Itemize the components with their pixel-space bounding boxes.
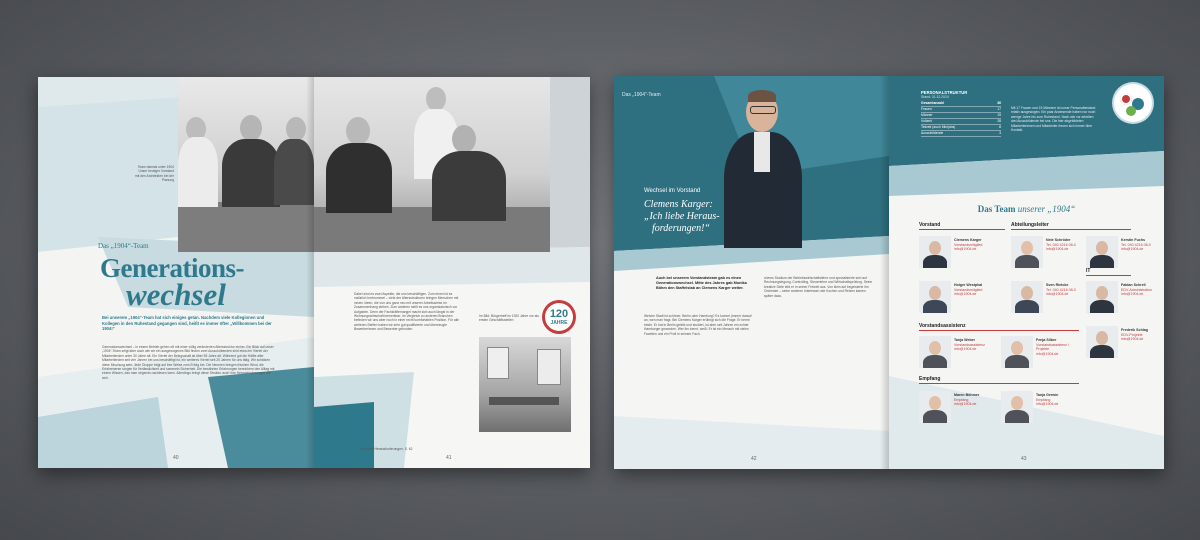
member-detail: EDV-Projekte (1121, 332, 1143, 337)
avatar (1086, 326, 1118, 358)
team-member-card (1086, 326, 1161, 362)
section-rule (919, 383, 1079, 384)
table-row (921, 131, 1001, 137)
table-subtitle: Stand: 31.12.2024 (921, 95, 949, 99)
member-email[interactable]: info@1904.de (1036, 402, 1059, 407)
member-detail: EDV-Administration (1121, 287, 1153, 292)
member-name: Tanja Gerwin (1036, 393, 1059, 397)
personal-table (921, 90, 1001, 137)
avatar (919, 336, 951, 368)
clemens-portrait (724, 88, 804, 248)
avatar (919, 281, 951, 313)
avatar (1011, 236, 1043, 268)
title-line1: Clemens Karger: (644, 199, 713, 210)
section-vorstand: Vorstand (919, 222, 941, 228)
member-detail: Vorstandsmitglied (954, 287, 983, 292)
section-rule (919, 229, 1005, 230)
table-cell-value: 17 (997, 107, 1001, 111)
section-abteilungsleiter: Abteilungsleiter (1011, 222, 1049, 228)
team-member-card (1001, 336, 1076, 372)
team-member-card (1011, 281, 1086, 317)
subhead: Wechsel im Vorstand (644, 188, 701, 194)
member-email[interactable]: info@1904.de (954, 292, 977, 297)
section-vorstandsassistenz: Vorstandsassistenz (919, 323, 966, 329)
interior-caption: Im Bild: Bürgertreff im 1920 Jahre vor als ersten Geschäftsstellen (479, 314, 539, 323)
section-rule (1086, 275, 1131, 276)
member-name: Nele Schröder (1046, 238, 1071, 242)
table-cell-label: Gesamtanzahl (921, 101, 944, 105)
member-email[interactable]: info@1904.de (1121, 292, 1144, 297)
page-number: 40 (173, 455, 179, 461)
member-detail: Tel. 040 4216 08-0 (1121, 242, 1151, 247)
member-name: Sven Rietcke (1046, 283, 1069, 287)
avatar (1011, 281, 1043, 313)
member-name: Holger Westphal (954, 283, 983, 287)
magazine-spread-1 (38, 77, 590, 468)
headline-line1: Generations- (100, 253, 244, 283)
team-title (889, 204, 1164, 214)
team-title-italic: unserer „1904“ (1017, 204, 1076, 214)
anniversary-badge (542, 300, 576, 334)
body-text: Generationswechsel – in einem Betrieb gehen oft mit einer völlig veränderten Altersstruktur einher. Ein Blick auf unser „1904“-Team zeigt aber auch wie wir ein ausgewogenes Bild finden zwei Ausschüttenden sind etwa ein Viertel der Mitarbeitenden unter 30 Jahre alt. Ein Viertel der Belegschaft ist über 55 Jahre alt. Während gut die Hälfte aller Mitarbeitenden seit vier Jahren bei uns beschäftigt ist, ein weiteres Viertel seit 25 Jahren für uns tätig. Wir schätzen diese Mischung sehr. Jede Gruppe trägt auf ihre Weise zum Erfolg bei. Die Neueren bringen frischen Wind, die Erfahreneren sorgen für Verlässlichkeit und sammeln Sicherheit. Die bewährten Erfahrungen bereichern den Alltag mit einem Wissen, das man nirgends nachlesen kann. Allerdings bringt diese Struktur auch ihre Herausforderungen mit sich. (102, 345, 275, 380)
team-member-card (919, 391, 994, 427)
member-email[interactable]: info@1904.de (1046, 292, 1069, 297)
lead-text: Auch bei unserem Vorstandsteam gab es einen Generationswechsel. Mitte des Jahres gab Monika Böhm den Staffelstab an Clemens Karger weiter. (656, 276, 747, 290)
table-cell-label: Auszubildende (921, 131, 944, 135)
avatar (1001, 391, 1033, 423)
page-40 (38, 77, 314, 468)
badge-number: 120 (549, 308, 569, 320)
title-line3: forderungen!“ (652, 223, 710, 234)
table-title: PERSONALSTRUKTUR (921, 90, 968, 95)
member-email[interactable]: info@1904.de (1121, 247, 1144, 252)
member-email[interactable]: info@1904.de (954, 402, 977, 407)
column-1: Welche Stadt ist schöner: Berlin oder Hamburg? Es kommt (immer darauf an, wen man fragt. Bei Clemens Karger erübrigt sich die Frage. Er kennt beide. Er hat in Berlin gelebt und studiert, ist aber seit Jahren ein echter Hamburger geworden. Wer ihn kennt, weiß: Er ist ein Mensch mit vielen Facetten und ein Profi in seinem Fach. (644, 314, 752, 336)
member-name: Kerstin Fuchs (1121, 238, 1145, 242)
kicker: Das „1904“-Team (98, 242, 149, 250)
avatar (919, 391, 951, 423)
section-empfang: Empfang (919, 376, 941, 382)
team-member-card (1001, 391, 1076, 427)
gears-icon (1114, 84, 1152, 122)
table-cell-value: 19 (997, 113, 1001, 117)
table-cell-label: Teilzeit (auch Minijobs) (921, 125, 956, 129)
table-cell-label: Vollzeit (921, 119, 932, 123)
member-detail: Tel. 040 4216 08-0 (1046, 287, 1076, 292)
member-name: Fenja Silber (1036, 338, 1057, 342)
section-rule (919, 330, 1079, 331)
historic-photo (178, 77, 314, 252)
table-cell-value: 8 (999, 125, 1001, 129)
avatar (1086, 236, 1118, 268)
team-member-card (919, 336, 994, 372)
member-email[interactable]: info@1904.de (954, 247, 977, 252)
team-member-card (1011, 236, 1086, 272)
kicker: Das „1904“-Team (622, 92, 661, 98)
section-it: IT (1086, 268, 1091, 274)
interior-photo (479, 337, 571, 432)
page-41 (314, 77, 590, 468)
member-email[interactable]: info@1904.de (1046, 247, 1069, 252)
badge-word: JAHRE (550, 320, 568, 326)
team-title-plain: Das Team (977, 204, 1016, 214)
member-name: Tanja Weber (954, 338, 976, 342)
member-detail: Vorstandsmitglied (954, 242, 983, 247)
table-cell-label: Frauen (921, 107, 932, 111)
intro-text: Mit 17 Frauen und 19 Männern ist unser Personalbestand relativ ausgewogen. Ein paar Anwesende haben nur noch wenige Jahre bis zum Ruhestand. Nach wie vor arbeiten drei Auszubildende bei uns. Die hier abgebildeten Mitarbeiterinnen und Mitarbeiter freuen sich immer über Kontakt. (1011, 106, 1096, 133)
title-line2: „Ich liebe Heraus- (644, 211, 720, 222)
member-detail: Vorstandsassistenz / Projekte (1036, 342, 1069, 352)
historic-photo-right (314, 77, 550, 252)
team-member-card (1086, 281, 1161, 317)
photo-caption: Team damals unter 1904 Unser heutiger Vorstand mit den Architekten bei der Planung (134, 165, 174, 183)
member-detail: Empfang (954, 397, 969, 402)
headline-line2: wechsel (126, 277, 226, 312)
member-detail: Tel. 040 4216 08-0 (1046, 242, 1076, 247)
column-2: chems Studium der Betriebswirtschaftslehre und spezialisierte sich auf Rechnungslegung, Controlling, Steuerlehre und Wirtschaftsprüfung. Seine kreative Seite lebt er in seiner Freizeit aus. Von klein auf begeisterte ihn Orchester – seine anderen Interessen wie Kochen und Reisen kamen später dazu. (764, 276, 873, 298)
table-cell-value: 3 (999, 131, 1001, 135)
team-member-card (919, 281, 994, 317)
member-name: Clemens Karger (954, 238, 982, 242)
page-number: 42 (751, 456, 757, 462)
magazine-spread-2 (614, 76, 1164, 469)
avatar (919, 236, 951, 268)
page-number: 41 (446, 455, 452, 461)
table-rows (921, 101, 1001, 137)
avatar (1001, 336, 1033, 368)
footnote: Ich Jahre Herausforderungen, S. 62 (360, 447, 413, 451)
team-member-card (1086, 236, 1161, 272)
member-detail: Empfang (1036, 397, 1051, 402)
avatar (1086, 281, 1118, 313)
member-email[interactable]: info@1904.de (1121, 337, 1144, 342)
body-text-right: Dabei sind es zwei Aspekte, die uns beschäftigen. Zum einen ist es natürlich herbrummel – viele der Altersstrukturen bringen Menschen mit neuen Ideen, die von uns ganz neu mit unserer Arbeitsweise im Zusammenhang stehen. Zum anderen stellt es uns organisatorisch vor Aufgaben. Denn der Fachkräftemangel macht sich auch längst in der Wohnungswirtschaft bemerkbar. Im Vergleich zu anderen Branchen befinden wir uns aber noch in einer recht komfortablen Position. Für alle weiteren Stellen haben wir sehr gut qualifizierte und überzeugte Bewerberinnen und Bewerber gefunden. (354, 292, 460, 332)
table-cell-label: Männer (921, 113, 933, 117)
member-name: Fabian Schrell (1121, 283, 1146, 287)
page-43 (889, 76, 1164, 469)
member-name: Maren Böhmer (954, 393, 980, 397)
lead-text: Bei unserem „1904“-Team hat sich einiges getan. Nachdem viele Kolleginnen und Kollegen in den Ruhestand gegangen sind, heißt es immer öfter „Willkommen bei der 1904!“ (102, 315, 272, 332)
table-cell-value: 36 (997, 101, 1001, 105)
member-name: Frederik Schlag (1121, 328, 1148, 332)
team-member-card (919, 236, 994, 272)
member-email[interactable]: info@1904.de (1036, 351, 1059, 356)
member-detail: Vorstandsassistenz (954, 342, 985, 347)
page-42 (614, 76, 889, 469)
member-email[interactable]: info@1904.de (954, 347, 977, 352)
table-cell-value: 28 (997, 119, 1001, 123)
section-rule (1011, 229, 1131, 230)
page-number: 43 (1021, 456, 1027, 462)
